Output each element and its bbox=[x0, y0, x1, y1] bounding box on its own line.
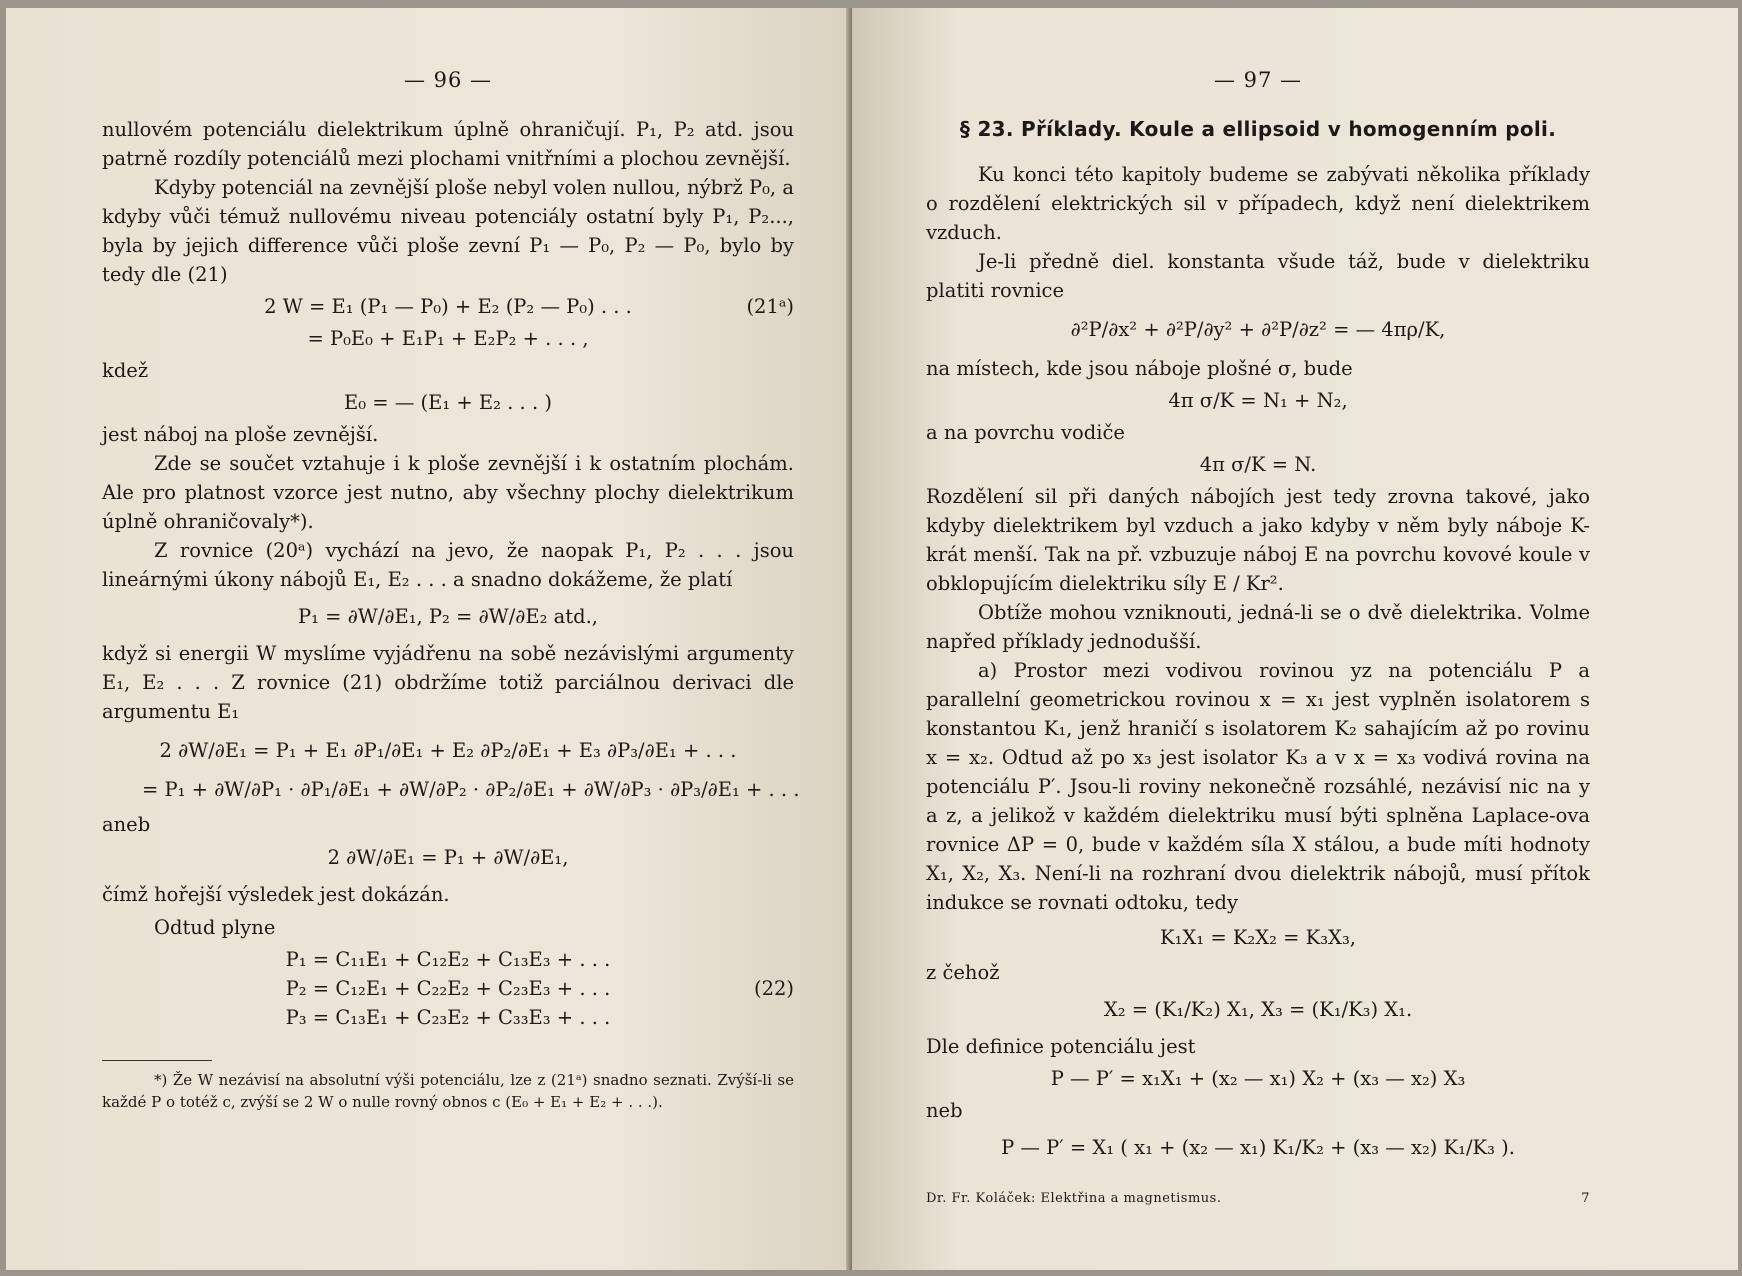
equation-21a bbox=[102, 292, 794, 321]
equation-poisson: ∂²P/∂x² + ∂²P/∂y² + ∂²P/∂z² = — 4πρ/K, bbox=[1070, 318, 1446, 341]
footnote-rule bbox=[102, 1060, 212, 1061]
equation-label: (21ᵃ) bbox=[746, 295, 794, 318]
paragraph: a na povrchu vodiče bbox=[926, 421, 1125, 444]
page-footer bbox=[926, 1184, 1590, 1213]
paragraph: Ku konci této kapitoly budeme se zabývati několika příklady o rozdělení elektrických sil v případech, když není dielektrikem vzduch. bbox=[926, 163, 1590, 244]
equation-line: 2 W = E₁ (P₁ — P₀) + E₂ (P₂ — P₀) . . . bbox=[264, 295, 632, 318]
equation-partial: P₁ = ∂W/∂E₁, P₂ = ∂W/∂E₂ atd., bbox=[298, 605, 598, 628]
left-page bbox=[6, 8, 858, 1270]
paragraph: Z rovnice (20ᵃ) vychází na jevo, že naopak P₁, P₂ . . . jsou lineárnými úkony nábojů E₁, E₂ . . . a snadno dokážeme, že platí bbox=[102, 539, 794, 591]
paragraph: kdež bbox=[102, 359, 149, 382]
paragraph: když si energii W myslíme vyjádřenu na sobě nezávislými argumenty E₁, E₂ . . . Z rovnice (21) obdržíme totiž parciálnou derivaci dle argumentu E₁ bbox=[102, 642, 794, 723]
paragraph: jest náboj na ploše zevnější. bbox=[102, 423, 379, 446]
signature-mark: 7 bbox=[1581, 1191, 1590, 1206]
paragraph: z čehož bbox=[926, 961, 1000, 984]
footer-author-title: Dr. Fr. Koláček: Elektřina a magnetismus. bbox=[926, 1191, 1222, 1206]
equation-sigma-2: 4π σ/K = N. bbox=[1199, 453, 1317, 476]
equation-x: X₂ = (K₁/K₂) X₁, X₃ = (K₁/K₃) X₁. bbox=[1103, 998, 1413, 1021]
paragraph: Obtíže mohou vzniknouti, jedná-li se o dvě dielektrika. Volme napřed příklady jednodušší. bbox=[926, 601, 1590, 653]
paragraph: na místech, kde jsou náboje plošné σ, bude bbox=[926, 357, 1353, 380]
equation-kx: K₁X₁ = K₂X₂ = K₃X₃, bbox=[1160, 926, 1356, 949]
equation-label: (22) bbox=[753, 977, 794, 1000]
equation-potential-1: P — P′ = x₁X₁ + (x₂ — x₁) X₂ + (x₃ — x₂) X₃ bbox=[1050, 1067, 1466, 1090]
paragraph: aneb bbox=[102, 813, 151, 836]
equation-line: P₁ = C₁₁E₁ + C₁₂E₂ + C₁₃E₃ + . . . bbox=[285, 948, 611, 971]
page-number: — 97 — bbox=[1213, 68, 1303, 92]
right-page bbox=[852, 8, 1738, 1270]
paragraph: čímž hořejší výsledek jest dokázán. bbox=[102, 883, 450, 906]
equation-line: P₃ = C₁₃E₁ + C₂₃E₂ + C₃₃E₃ + . . . bbox=[285, 1006, 611, 1029]
paragraph: Odtud plyne bbox=[154, 916, 276, 939]
equation-e0: E₀ = — (E₁ + E₂ . . . ) bbox=[344, 391, 552, 414]
paragraph: a) Prostor mezi vodivou rovinou yz na potenciálu P a parallelní geometrickou rovinou x = x₁ jest vyplněn isolatorem s konstantou K₁, jenž hraničí s isolatorem K₂ sahajícím až po rovinu x = x₂. Odtud až po x₃ jest isolator K₃ a v x = x₃ vodivá rovina na potenciálu P′. Jsou-li roviny nekonečně rozsáhlé, nezávisí nic na y a z, a jelikož v každém dielektriku musí býti splněna Laplace-ova rovnice ΔP = 0, bude v každém síla X stálou, a bude míti hodnoty X₁, X₂, X₃. Není-li na rozhraní dvou dielektrik nábojů, musí přítok indukce se rovnati odtoku, tedy bbox=[926, 659, 1590, 914]
paragraph: Kdyby potenciál na zevnější ploše nebyl volen nullou, nýbrž P₀, a kdyby vůči témuž nullovému niveau potenciály ostatní byly P₁, P₂..., byla by jejich difference vůči ploše zevní P₁ — P₀, P₂ — P₀, bylo by tedy dle (21) bbox=[102, 176, 794, 286]
paragraph: Rozdělení sil při daných nábojích jest tedy zrovna takové, jako kdyby dielektrikem byl vzduch a jako kdyby v něm byly náboje K-krát menší. Tak na př. vzbuzuje náboj E na povrchu kovové koule v obklopujícím dielektriku síly E / Kr². bbox=[926, 485, 1590, 595]
footnote: *) Že W nezávisí na absolutní výši potenciálu, lze z (21ᵃ) snadno seznati. Zvýší-li se každé P o totéž c, zvýší se 2 W o nulle rovný obnos c (E₀ + E₁ + E₂ + . . .). bbox=[102, 1071, 794, 1111]
page-number: — 96 — bbox=[403, 68, 493, 92]
paragraph: Zde se součet vztahuje i k ploše zevnější i k ostatním plochám. Ale pro platnost vzorce jest nutno, aby všechny plochy dielektrikum úplně ohraničovaly*). bbox=[102, 452, 794, 533]
paragraph: Dle definice potenciálu jest bbox=[926, 1035, 1196, 1058]
paragraph: neb bbox=[926, 1099, 963, 1122]
equation-line: = P₀E₀ + E₁P₁ + E₂P₂ + . . . , bbox=[307, 327, 589, 350]
section-heading: § 23. Příklady. Koule a ellipsoid v homogenním poli. bbox=[959, 117, 1557, 141]
paragraph: Je-li předně diel. konstanta všude táž, bude v dielektriku platiti rovnice bbox=[926, 250, 1590, 302]
equation-22 bbox=[102, 945, 794, 1032]
equation-derivative-2: = P₁ + ∂W/∂P₁ · ∂P₁/∂E₁ + ∂W/∂P₂ · ∂P₂/∂E₁ + ∂W/∂P₃ · ∂P₃/∂E₁ + . . . bbox=[142, 778, 800, 801]
equation-derivative-3: 2 ∂W/∂E₁ = P₁ + ∂W/∂E₁, bbox=[327, 846, 569, 869]
equation-line: P₂ = C₁₂E₁ + C₂₂E₂ + C₂₃E₃ + . . . bbox=[285, 977, 611, 1000]
equation-sigma-1: 4π σ/K = N₁ + N₂, bbox=[1168, 389, 1348, 412]
equation-potential-2: P — P′ = X₁ ( x₁ + (x₂ — x₁) K₁/K₂ + (x₃ — x₂) K₁/K₃ ). bbox=[1001, 1136, 1515, 1159]
paragraph: nullovém potenciálu dielektrikum úplně ohraničují. P₁, P₂ atd. jsou patrně rozdíly potenciálů mezi plochami vnitřními a plochou zevnější. bbox=[102, 118, 794, 170]
equation-derivative-1: 2 ∂W/∂E₁ = P₁ + E₁ ∂P₁/∂E₁ + E₂ ∂P₂/∂E₁ + E₃ ∂P₃/∂E₁ + . . . bbox=[159, 739, 737, 762]
